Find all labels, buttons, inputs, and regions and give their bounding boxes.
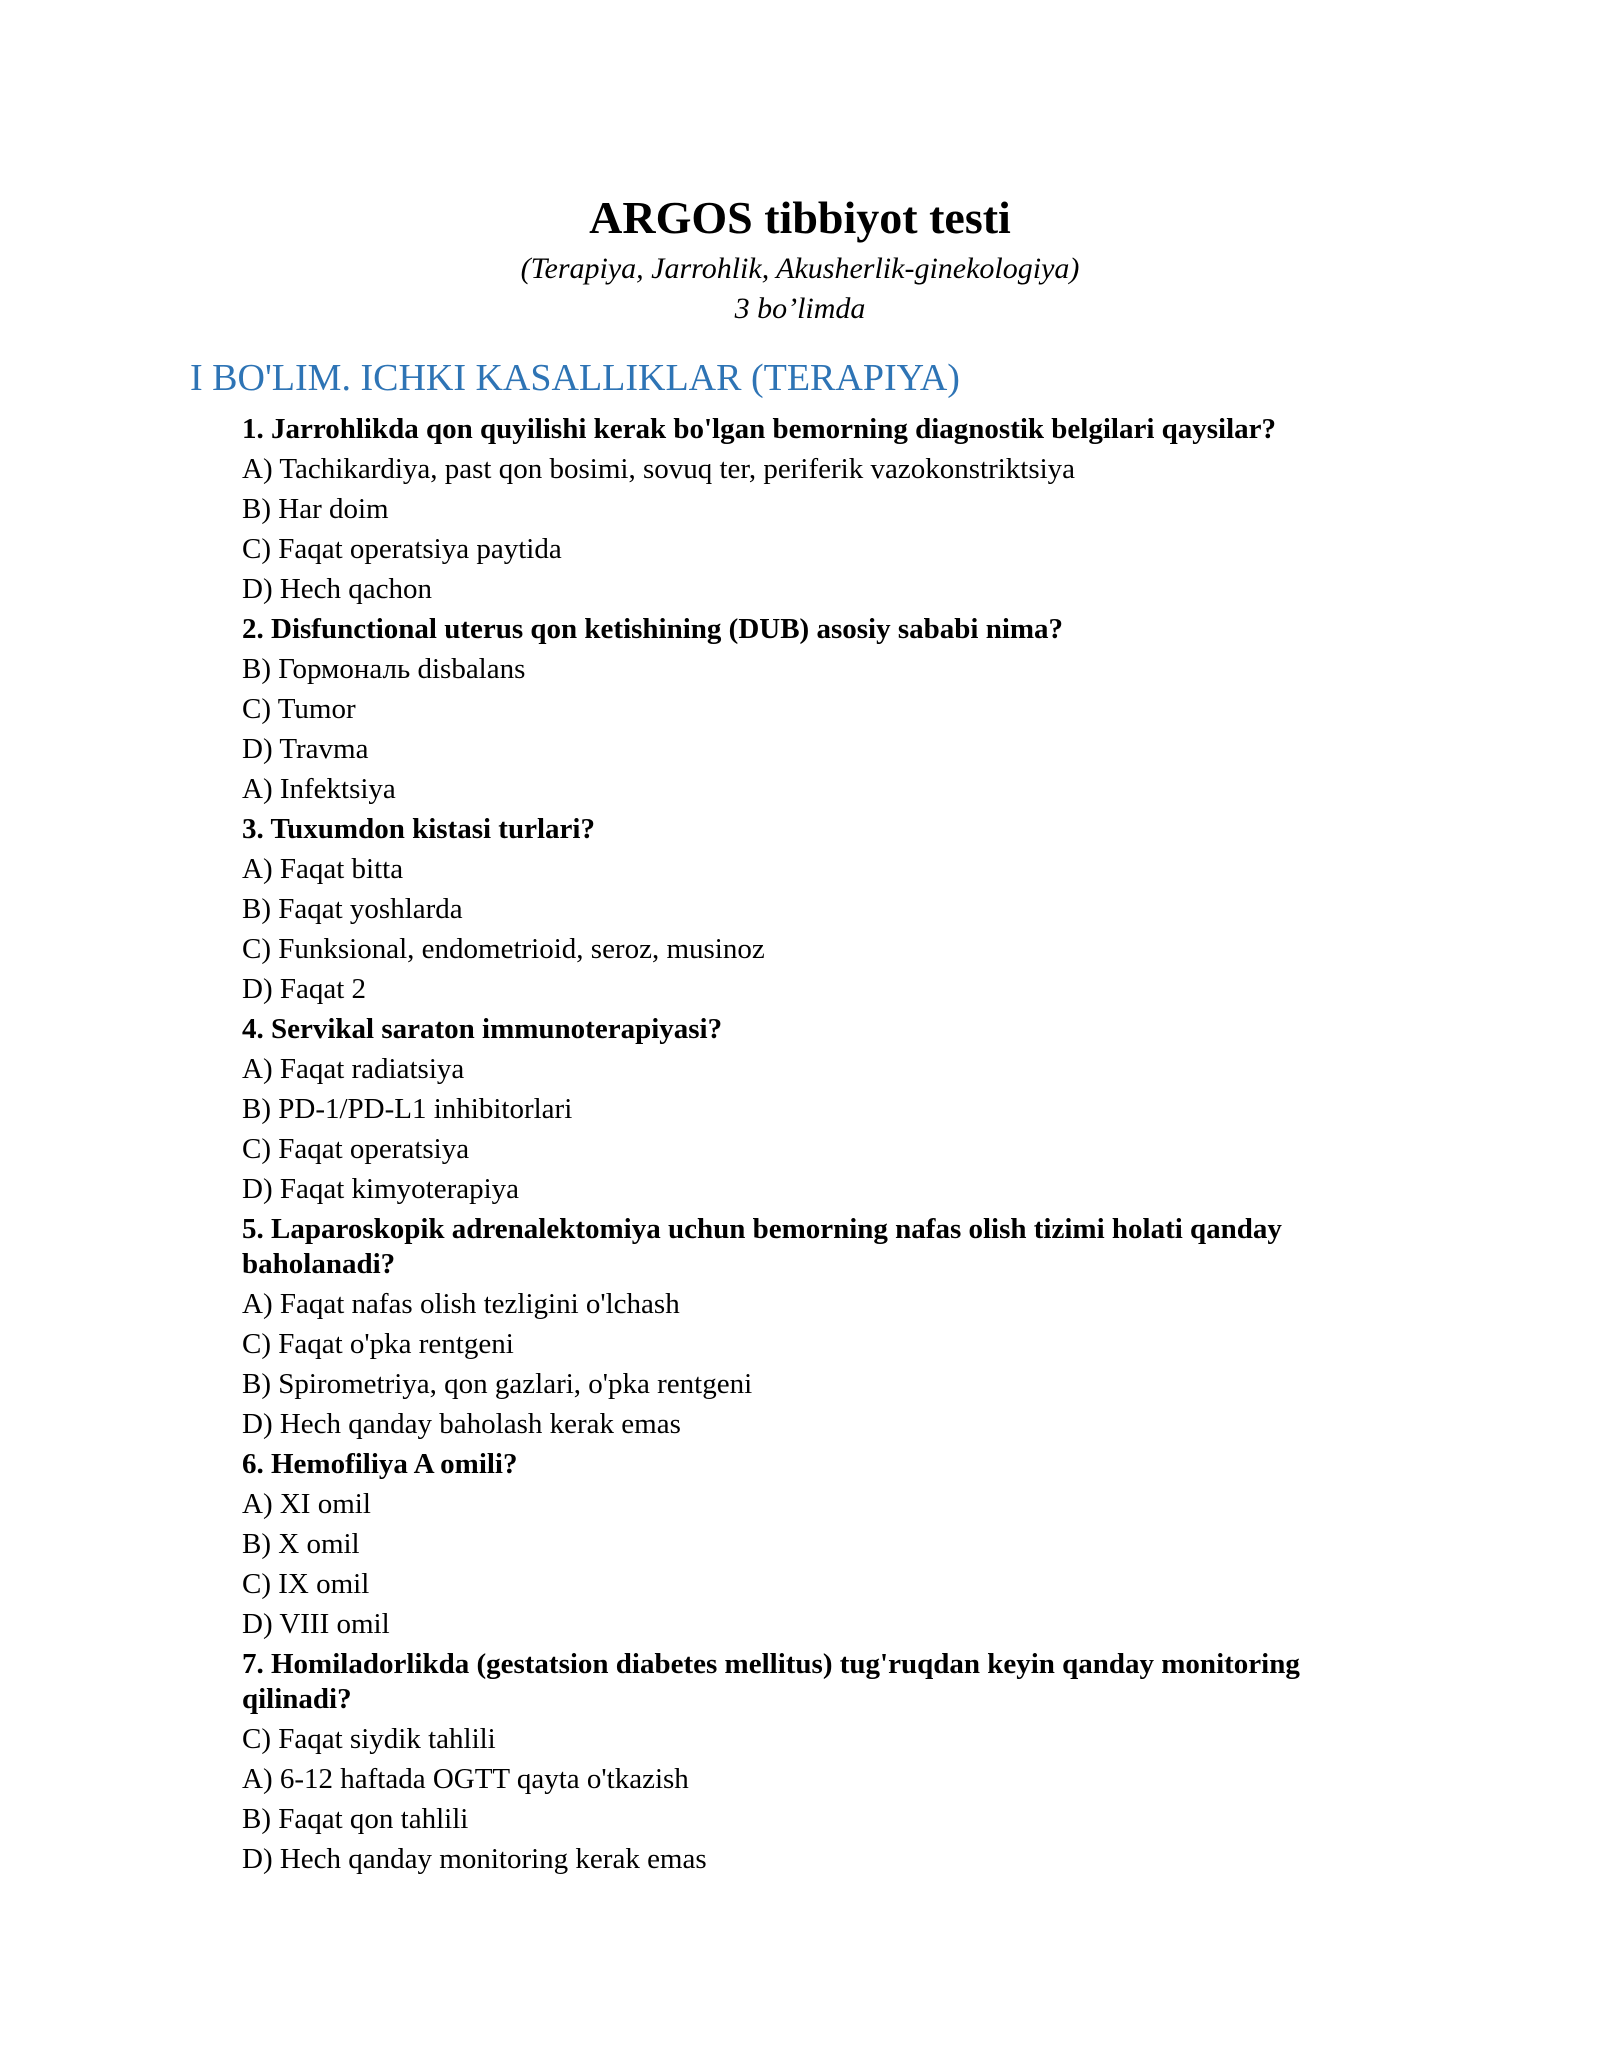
- question-block: [242, 1647, 1412, 1877]
- section-heading: I BO'LIM. ICHKI KASALLIKLAR (TERAPIYA): [190, 357, 960, 399]
- answer-option: A) Infektsiya: [242, 773, 396, 805]
- answer-option: D) Hech qanday baholash kerak emas: [242, 1408, 681, 1440]
- answer-option: C) Tumor: [242, 693, 356, 725]
- question-text: 1. Jarrohlikda qon quyilishi kerak bo'lgan bemorning diagnostik belgilari qaysilar?: [242, 413, 1277, 445]
- question-text: 7. Homiladorlikda (gestatsion diabetes mellitus) tug'ruqdan keyin qanday monitoring qilinadi?: [242, 1648, 1300, 1715]
- answer-option: C) Funksional, endometrioid, seroz, musinoz: [242, 933, 765, 965]
- answer-option: D) Faqat 2: [242, 973, 367, 1005]
- answer-option: D) Hech qachon: [242, 573, 433, 605]
- answer-option: A) Faqat bitta: [242, 853, 404, 885]
- document-parts-note: 3 bo’limda: [734, 292, 866, 325]
- answer-option: A) Faqat nafas olish tezligini o'lchash: [242, 1288, 680, 1320]
- answer-option: B) Гормональ disbalans: [242, 653, 526, 685]
- answer-option: D) Hech qanday monitoring kerak emas: [242, 1843, 707, 1875]
- answer-option: D) VIII omil: [242, 1608, 390, 1640]
- question-text: 6. Hemofiliya A omili?: [242, 1448, 518, 1480]
- answer-option: D) Travma: [242, 733, 369, 765]
- answer-option: B) Faqat yoshlarda: [242, 893, 463, 925]
- question-text: 2. Disfunctional uterus qon ketishining (DUB) asosiy sababi nima?: [242, 613, 1064, 645]
- answer-option: C) Faqat operatsiya paytida: [242, 533, 562, 565]
- answer-option: A) Faqat radiatsiya: [242, 1053, 465, 1085]
- question-list: [242, 412, 1412, 1882]
- document-subtitle: (Terapiya, Jarrohlik, Akusherlik-ginekologiya): [520, 252, 1080, 285]
- question-text: 5. Laparoskopik adrenalektomiya uchun bemorning nafas olish tizimi holati qanday baholanadi?: [242, 1213, 1282, 1280]
- answer-option: B) X omil: [242, 1528, 360, 1560]
- question-block: [242, 612, 1412, 807]
- answer-option: C) Faqat siydik tahlili: [242, 1723, 496, 1755]
- question-block: [242, 1012, 1412, 1207]
- question-block: [242, 412, 1412, 607]
- answer-option: B) Spirometriya, qon gazlari, o'pka rentgeni: [242, 1368, 753, 1400]
- question-text: 3. Tuxumdon kistasi turlari?: [242, 813, 595, 845]
- answer-option: A) Tachikardiya, past qon bosimi, sovuq ter, periferik vazokonstriktsiya: [242, 453, 1076, 485]
- document-title: ARGOS tibbiyot testi: [589, 192, 1011, 243]
- answer-option: B) PD-1/PD-L1 inhibitorlari: [242, 1093, 573, 1125]
- answer-option: C) Faqat operatsiya: [242, 1133, 470, 1165]
- answer-option: A) 6-12 haftada OGTT qayta o'tkazish: [242, 1763, 689, 1795]
- question-block: [242, 1447, 1412, 1642]
- answer-option: D) Faqat kimyoterapiya: [242, 1173, 520, 1205]
- answer-option: A) XI omil: [242, 1488, 371, 1520]
- answer-option: B) Faqat qon tahlili: [242, 1803, 469, 1835]
- question-block: [242, 1212, 1412, 1442]
- question-block: [242, 812, 1412, 1007]
- answer-option: C) IX omil: [242, 1568, 370, 1600]
- answer-option: B) Har doim: [242, 493, 389, 525]
- question-text: 4. Servikal saraton immunoterapiyasi?: [242, 1013, 723, 1045]
- answer-option: C) Faqat o'pka rentgeni: [242, 1328, 514, 1360]
